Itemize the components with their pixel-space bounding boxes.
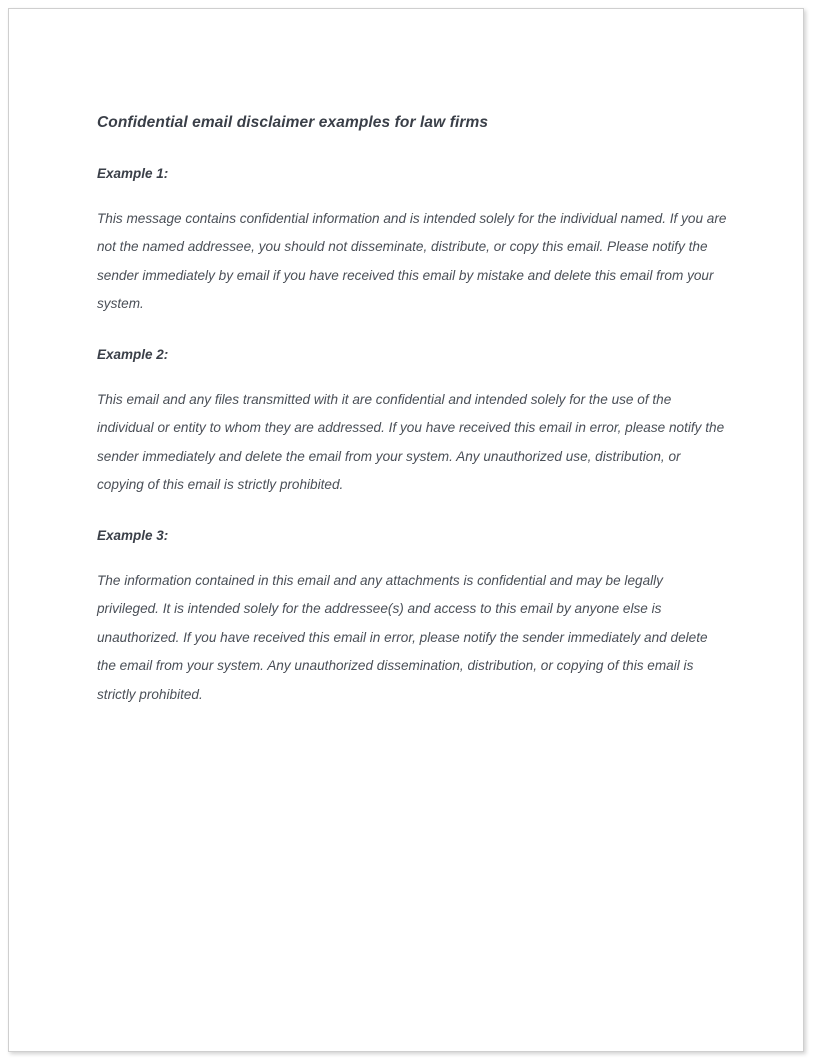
document-page (8, 8, 804, 1052)
example-1-heading: Example 1: (97, 166, 169, 182)
example-2-text: This email and any files transmitted with it are confidential and intended solely for the use of the individual or entity to whom they are addressed. If you have received this email in error, please notify the sender immediately and delete the email from your system. Any unauthorized use, distribution, or copying of this email is strictly prohibited. (97, 391, 725, 493)
page-title: Confidential email disclaimer examples for law firms (97, 114, 489, 131)
example-3-text: The information contained in this email and any attachments is confidential and may be legally privileged. It is intended solely for the addressee(s) and access to this email by anyone else is unauthorized. If you have received this email in error, please notify the sender immediately and delete the email from your system. Any unauthorized dissemination, distribution, or copying of this email is strictly prohibited. (97, 572, 708, 702)
document-content (97, 113, 727, 710)
example-2-heading: Example 2: (97, 347, 169, 363)
example-block-1 (97, 165, 727, 319)
example-block-2 (97, 346, 727, 500)
example-1-text: This message contains confidential information and is intended solely for the individual named. If you are not the named addressee, you should not disseminate, distribute, or copy this email. Please notify the sender immediately by email if you have received this email by mistake and delete this email from your system. (97, 210, 727, 312)
example-3-heading: Example 3: (97, 527, 169, 543)
example-block-3 (97, 527, 727, 710)
